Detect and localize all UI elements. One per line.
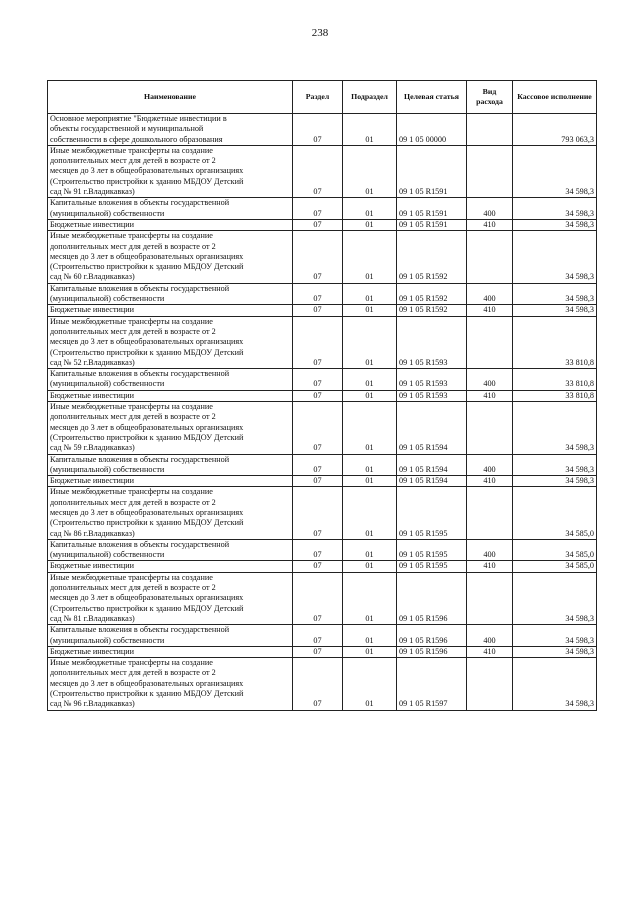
cell-razdel: 07 (293, 369, 343, 391)
cell-name: Капитальные вложения в объекты государственной (муниципальной) собственности (48, 539, 293, 561)
cell-name: Капитальные вложения в объекты государственной (муниципальной) собственности (48, 454, 293, 476)
cell-target: 09 1 05 R1592 (397, 283, 467, 305)
cell-podrazdel: 01 (343, 231, 397, 283)
cell-cash: 33 810,8 (513, 390, 597, 401)
cell-cash: 34 585,0 (513, 561, 597, 572)
cell-podrazdel: 01 (343, 561, 397, 572)
cell-razdel: 07 (293, 646, 343, 657)
table-row (48, 198, 597, 220)
cell-name: Иные межбюджетные трансферты на создание дополнительных мест для детей в возрасте от 2 месяцев до 3 лет в общеобразовательных организациях (Строительство пристройки к зданию МБДОУ Детский сад № 59 г.Владикавказ) (48, 402, 293, 454)
table-row (48, 316, 597, 368)
table-body (48, 114, 597, 711)
cell-podrazdel: 01 (343, 402, 397, 454)
cell-target: 09 1 05 R1591 (397, 198, 467, 220)
table-row (48, 625, 597, 647)
cell-expense-type (467, 145, 513, 197)
cell-name: Иные межбюджетные трансферты на создание дополнительных мест для детей в возрасте от 2 месяцев до 3 лет в общеобразовательных организациях (Строительство пристройки к зданию МБДОУ Детский сад № 91 г.Владикавказ) (48, 145, 293, 197)
page-number: 238 (311, 27, 329, 39)
cell-name: Иные межбюджетные трансферты на создание дополнительных мест для детей в возрасте от 2 месяцев до 3 лет в общеобразовательных организациях (Строительство пристройки к зданию МБДОУ Детский сад № 86 г.Владикавказ) (48, 487, 293, 539)
col-header-name: Наименование (48, 81, 293, 114)
cell-expense-type: 400 (467, 369, 513, 391)
col-header-razdel: Раздел (293, 81, 343, 114)
cell-target: 09 1 05 00000 (397, 114, 467, 146)
cell-expense-type: 400 (467, 539, 513, 561)
cell-name: Бюджетные инвестиции (48, 219, 293, 230)
cell-expense-type (467, 658, 513, 710)
cell-razdel: 07 (293, 219, 343, 230)
table-row (48, 390, 597, 401)
cell-name: Капитальные вложения в объекты государственной (муниципальной) собственности (48, 369, 293, 391)
cell-name: Основное мероприятие "Бюджетные инвестиции в объекты государственной и муниципальной собственности в сфере дошкольного образования (48, 114, 293, 146)
table-row (48, 539, 597, 561)
cell-name: Капитальные вложения в объекты государственной (муниципальной) собственности (48, 198, 293, 220)
cell-target: 09 1 05 R1594 (397, 402, 467, 454)
cell-expense-type: 400 (467, 198, 513, 220)
cell-expense-type: 410 (467, 476, 513, 487)
cell-target: 09 1 05 R1595 (397, 561, 467, 572)
table-row (48, 283, 597, 305)
table-row (48, 476, 597, 487)
cell-razdel: 07 (293, 402, 343, 454)
cell-razdel: 07 (293, 114, 343, 146)
cell-razdel: 07 (293, 572, 343, 624)
table-row (48, 487, 597, 539)
cell-name: Бюджетные инвестиции (48, 646, 293, 657)
cell-razdel: 07 (293, 145, 343, 197)
cell-cash: 34 585,0 (513, 539, 597, 561)
cell-cash: 34 598,3 (513, 219, 597, 230)
cell-target: 09 1 05 R1591 (397, 145, 467, 197)
cell-cash: 34 598,3 (513, 658, 597, 710)
cell-target: 09 1 05 R1595 (397, 539, 467, 561)
col-header-target: Целевая статья (397, 81, 467, 114)
cell-cash: 34 598,3 (513, 402, 597, 454)
cell-expense-type: 410 (467, 561, 513, 572)
cell-razdel: 07 (293, 390, 343, 401)
cell-podrazdel: 01 (343, 454, 397, 476)
cell-target: 09 1 05 R1594 (397, 454, 467, 476)
table-row (48, 305, 597, 316)
cell-target: 09 1 05 R1591 (397, 219, 467, 230)
cell-podrazdel: 01 (343, 487, 397, 539)
table-row (48, 145, 597, 197)
cell-razdel: 07 (293, 231, 343, 283)
cell-name: Иные межбюджетные трансферты на создание дополнительных мест для детей в возрасте от 2 месяцев до 3 лет в общеобразовательных организациях (Строительство пристройки к зданию МБДОУ Детский сад № 60 г.Владикавказ) (48, 231, 293, 283)
cell-razdel: 07 (293, 316, 343, 368)
cell-razdel: 07 (293, 561, 343, 572)
table-row (48, 219, 597, 230)
cell-cash: 34 598,3 (513, 231, 597, 283)
cell-expense-type (467, 114, 513, 146)
cell-cash: 34 598,3 (513, 454, 597, 476)
cell-expense-type (467, 402, 513, 454)
table-row (48, 561, 597, 572)
cell-podrazdel: 01 (343, 476, 397, 487)
cell-razdel: 07 (293, 283, 343, 305)
cell-expense-type (467, 487, 513, 539)
table-row (48, 402, 597, 454)
cell-cash: 34 598,3 (513, 572, 597, 624)
col-header-cash: Кассовое исполнение (513, 81, 597, 114)
table-row (48, 231, 597, 283)
col-header-expense-type: Вид расхода (467, 81, 513, 114)
cell-podrazdel: 01 (343, 114, 397, 146)
table-row (48, 369, 597, 391)
table-row (48, 646, 597, 657)
cell-name: Капитальные вложения в объекты государственной (муниципальной) собственности (48, 283, 293, 305)
cell-podrazdel: 01 (343, 369, 397, 391)
cell-podrazdel: 01 (343, 305, 397, 316)
cell-cash: 33 810,8 (513, 369, 597, 391)
cell-razdel: 07 (293, 625, 343, 647)
cell-podrazdel: 01 (343, 198, 397, 220)
cell-target: 09 1 05 R1594 (397, 476, 467, 487)
cell-expense-type (467, 231, 513, 283)
cell-name: Бюджетные инвестиции (48, 305, 293, 316)
cell-expense-type: 410 (467, 390, 513, 401)
cell-cash: 33 810,8 (513, 316, 597, 368)
cell-podrazdel: 01 (343, 625, 397, 647)
table-header-row (48, 81, 597, 114)
cell-expense-type: 400 (467, 454, 513, 476)
col-header-podrazdel: Подраздел (343, 81, 397, 114)
cell-expense-type: 410 (467, 646, 513, 657)
cell-target: 09 1 05 R1596 (397, 646, 467, 657)
cell-podrazdel: 01 (343, 658, 397, 710)
cell-podrazdel: 01 (343, 390, 397, 401)
cell-expense-type: 400 (467, 625, 513, 647)
cell-razdel: 07 (293, 305, 343, 316)
table-row (48, 572, 597, 624)
cell-target: 09 1 05 R1593 (397, 369, 467, 391)
cell-name: Капитальные вложения в объекты государственной (муниципальной) собственности (48, 625, 293, 647)
cell-cash: 34 598,3 (513, 283, 597, 305)
cell-cash: 793 063,3 (513, 114, 597, 146)
cell-expense-type (467, 316, 513, 368)
cell-razdel: 07 (293, 198, 343, 220)
cell-expense-type (467, 572, 513, 624)
cell-name: Иные межбюджетные трансферты на создание дополнительных мест для детей в возрасте от 2 месяцев до 3 лет в общеобразовательных организациях (Строительство пристройки к зданию МБДОУ Детский сад № 81 г.Владикавказ) (48, 572, 293, 624)
cell-expense-type: 400 (467, 283, 513, 305)
cell-target: 09 1 05 R1596 (397, 572, 467, 624)
cell-name: Бюджетные инвестиции (48, 390, 293, 401)
cell-name: Иные межбюджетные трансферты на создание дополнительных мест для детей в возрасте от 2 месяцев до 3 лет в общеобразовательных организациях (Строительство пристройки к зданию МБДОУ Детский сад № 96 г.Владикавказ) (48, 658, 293, 710)
cell-cash: 34 598,3 (513, 646, 597, 657)
cell-podrazdel: 01 (343, 646, 397, 657)
cell-target: 09 1 05 R1593 (397, 316, 467, 368)
cell-razdel: 07 (293, 487, 343, 539)
cell-podrazdel: 01 (343, 219, 397, 230)
cell-cash: 34 598,3 (513, 625, 597, 647)
cell-razdel: 07 (293, 539, 343, 561)
cell-podrazdel: 01 (343, 572, 397, 624)
cell-podrazdel: 01 (343, 145, 397, 197)
cell-target: 09 1 05 R1592 (397, 231, 467, 283)
cell-podrazdel: 01 (343, 539, 397, 561)
cell-cash: 34 598,3 (513, 305, 597, 316)
cell-name: Иные межбюджетные трансферты на создание дополнительных мест для детей в возрасте от 2 месяцев до 3 лет в общеобразовательных организациях (Строительство пристройки к зданию МБДОУ Детский сад № 52 г.Владикавказ) (48, 316, 293, 368)
cell-name: Бюджетные инвестиции (48, 476, 293, 487)
cell-target: 09 1 05 R1596 (397, 625, 467, 647)
cell-razdel: 07 (293, 476, 343, 487)
cell-target: 09 1 05 R1592 (397, 305, 467, 316)
cell-target: 09 1 05 R1593 (397, 390, 467, 401)
cell-cash: 34 585,0 (513, 487, 597, 539)
cell-expense-type: 410 (467, 219, 513, 230)
cell-name: Бюджетные инвестиции (48, 561, 293, 572)
cell-cash: 34 598,3 (513, 198, 597, 220)
table-row (48, 114, 597, 146)
cell-expense-type: 410 (467, 305, 513, 316)
table-row (48, 454, 597, 476)
cell-cash: 34 598,3 (513, 476, 597, 487)
cell-cash: 34 598,3 (513, 145, 597, 197)
cell-target: 09 1 05 R1597 (397, 658, 467, 710)
cell-razdel: 07 (293, 454, 343, 476)
cell-target: 09 1 05 R1595 (397, 487, 467, 539)
cell-razdel: 07 (293, 658, 343, 710)
cell-podrazdel: 01 (343, 316, 397, 368)
budget-table (47, 80, 597, 711)
table-row (48, 658, 597, 710)
cell-podrazdel: 01 (343, 283, 397, 305)
